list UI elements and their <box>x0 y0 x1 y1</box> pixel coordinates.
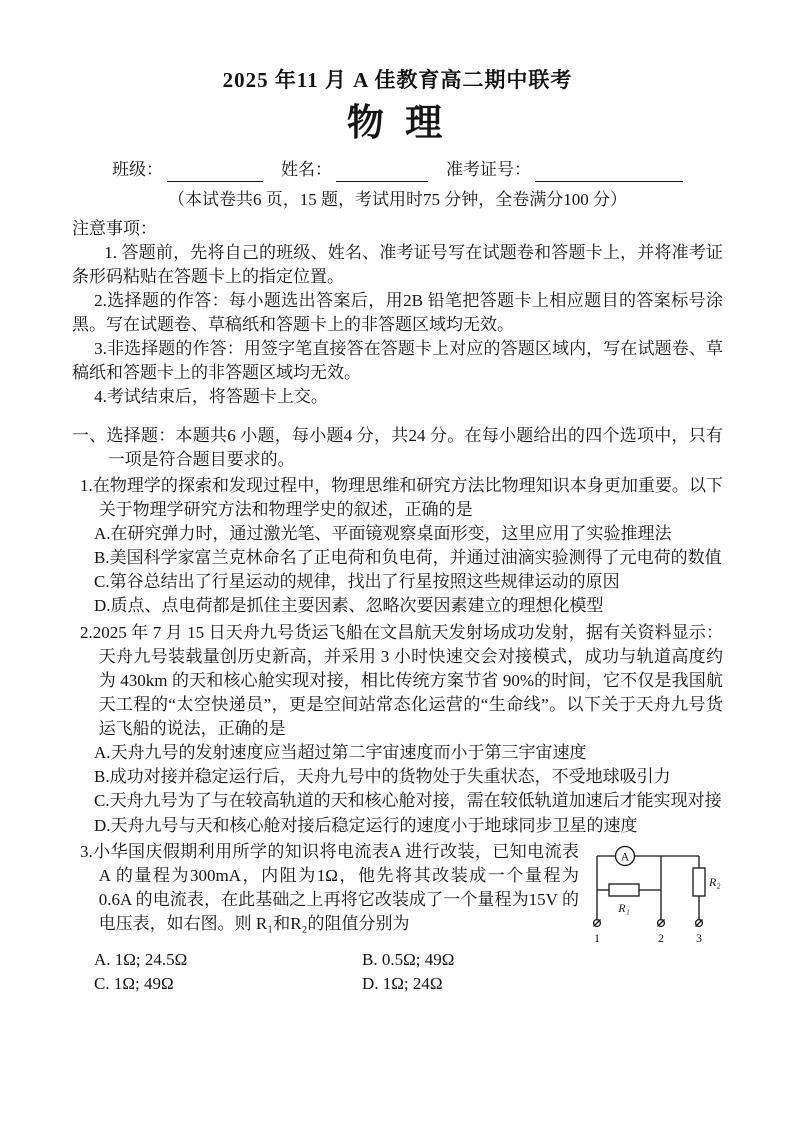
class-label: 班级： <box>112 160 163 180</box>
section-one-heading: 一、选择题：本题共6 小题，每小题4 分，共24 分。在每小题给出的四个选项中，只有一项是符合题目要求的。 <box>72 425 723 469</box>
name-blank <box>336 164 428 182</box>
question-options <box>94 741 723 838</box>
r2-label: R₂ <box>709 874 721 889</box>
notice-item: 3.非选择题的作答：用签字笔直接答在答题卡上对应的答题区域内，写在试题卷、草稿纸和答题卡上的非答题区域均无效。 <box>72 339 723 383</box>
exam-no-blank <box>535 164 683 182</box>
ammeter-label: A <box>620 849 630 864</box>
r1-label: R₁ <box>618 900 630 915</box>
terminal-1-label: 1 <box>594 930 600 945</box>
question-options <box>94 948 594 996</box>
option-d: D.质点、点电荷都是抓住主要因素、忽略次要因素建立的理想化模型 <box>94 596 604 616</box>
notice-section <box>72 217 723 410</box>
class-blank <box>167 164 263 182</box>
subject-title: 物 理 <box>346 102 449 144</box>
option-a: A. 1Ω; 24.5Ω <box>94 949 188 969</box>
option-d: D. 1Ω; 24Ω <box>362 973 443 993</box>
exam-title: 2025 年11 月 A 佳教育高二期中联考 <box>222 68 573 92</box>
option-d: D.天舟九号与天和核心舱对接后稳定运行的速度小于地球同步卫星的速度 <box>94 815 638 835</box>
terminal-3-label: 3 <box>696 930 702 945</box>
question-3 <box>80 840 723 996</box>
notice-item: 1. 答题前，先将自己的班级、姓名、准考证号写在试题卷和答题卡上，并将准考证条形码粘贴在答题卡上的指定位置。 <box>72 242 723 286</box>
exam-no-label: 准考证号： <box>446 160 531 180</box>
notice-item: 2.选择题的作答：每小题选出答案后，用2B 铅笔把答题卡上相应题目的答案标号涂黑。写在试题卷、草稿纸和答题卡上的非答题区域均无效。 <box>72 290 723 335</box>
question-options <box>94 522 723 619</box>
option-c: C.第谷总结出了行星运动的规律，找出了行星按照这些规律运动的原因 <box>94 572 620 592</box>
question-stem: 1.在物理学的探索和发现过程中，物理思维和研究方法比物理知识本身更加重要。以下关于物理学研究方法和物理学史的叙述，正确的是 <box>80 475 723 519</box>
question-stem: 3.小华国庆假期利用所学的知识将电流表A 进行改装，已知电流表 A 的量程为300mA，内阻为1Ω，他先将其改装成一个量程为 0.6A 的电流表，在此基础之上再将它改装成了一个量程为15V 的电压表，如右图。则 R₁和R₂的阻值分别为 <box>80 841 579 934</box>
circuit-svg <box>591 842 723 946</box>
option-c: C.天舟九号为了与在较高轨道的天和核心舱对接，需在较低轨道加速后才能实现对接 <box>94 791 722 811</box>
question-1 <box>80 474 723 619</box>
resistor-r2 <box>693 868 705 896</box>
student-info-line <box>72 158 723 182</box>
option-b: B. 0.5Ω; 49Ω <box>362 949 455 969</box>
option-a: A.天舟九号的发射速度应当超过第二宇宙速度而小于第三宇宙速度 <box>94 743 587 763</box>
question-2 <box>80 621 723 838</box>
question-stem: 2.2025 年 7 月 15 日天舟九号货运飞船在文昌航天发射场成功发射，据有关资料显示：天舟九号装载量创历史新高，并采用 3 小时快速交会对接模式，成功与轨道高度约为 430km 的天和核心舱实现对接，相比传统方案节省 90%的时间，它不仅是我国航天工程的“太空快递员”，更是空间站常态化运营的“生命线”。以下关于天舟九号货运飞船的说法，正确的是 <box>80 622 723 739</box>
option-a: A.在研究弹力时，通过激光笔、平面镜观察桌面形变，这里应用了实验推理法 <box>94 524 672 544</box>
notice-heading: 注意事项： <box>72 218 157 238</box>
name-label: 姓名： <box>281 160 332 180</box>
circuit-diagram <box>591 842 723 946</box>
option-c: C. 1Ω; 49Ω <box>94 973 174 993</box>
paper-info: （本试卷共6 页，15 题，考试用时75 分钟，全卷满分100 分） <box>168 190 627 210</box>
option-b: B.美国科学家富兰克林命名了正电荷和负电荷，并通过油滴实验测得了元电荷的数值 <box>94 548 722 568</box>
resistor-r1 <box>609 884 639 896</box>
option-b: B.成功对接并稳定运行后，天舟九号中的货物处于失重状态，不受地球吸引力 <box>94 767 671 787</box>
notice-item: 4.考试结束后，将答题卡上交。 <box>94 387 328 407</box>
terminal-2-label: 2 <box>658 930 664 945</box>
